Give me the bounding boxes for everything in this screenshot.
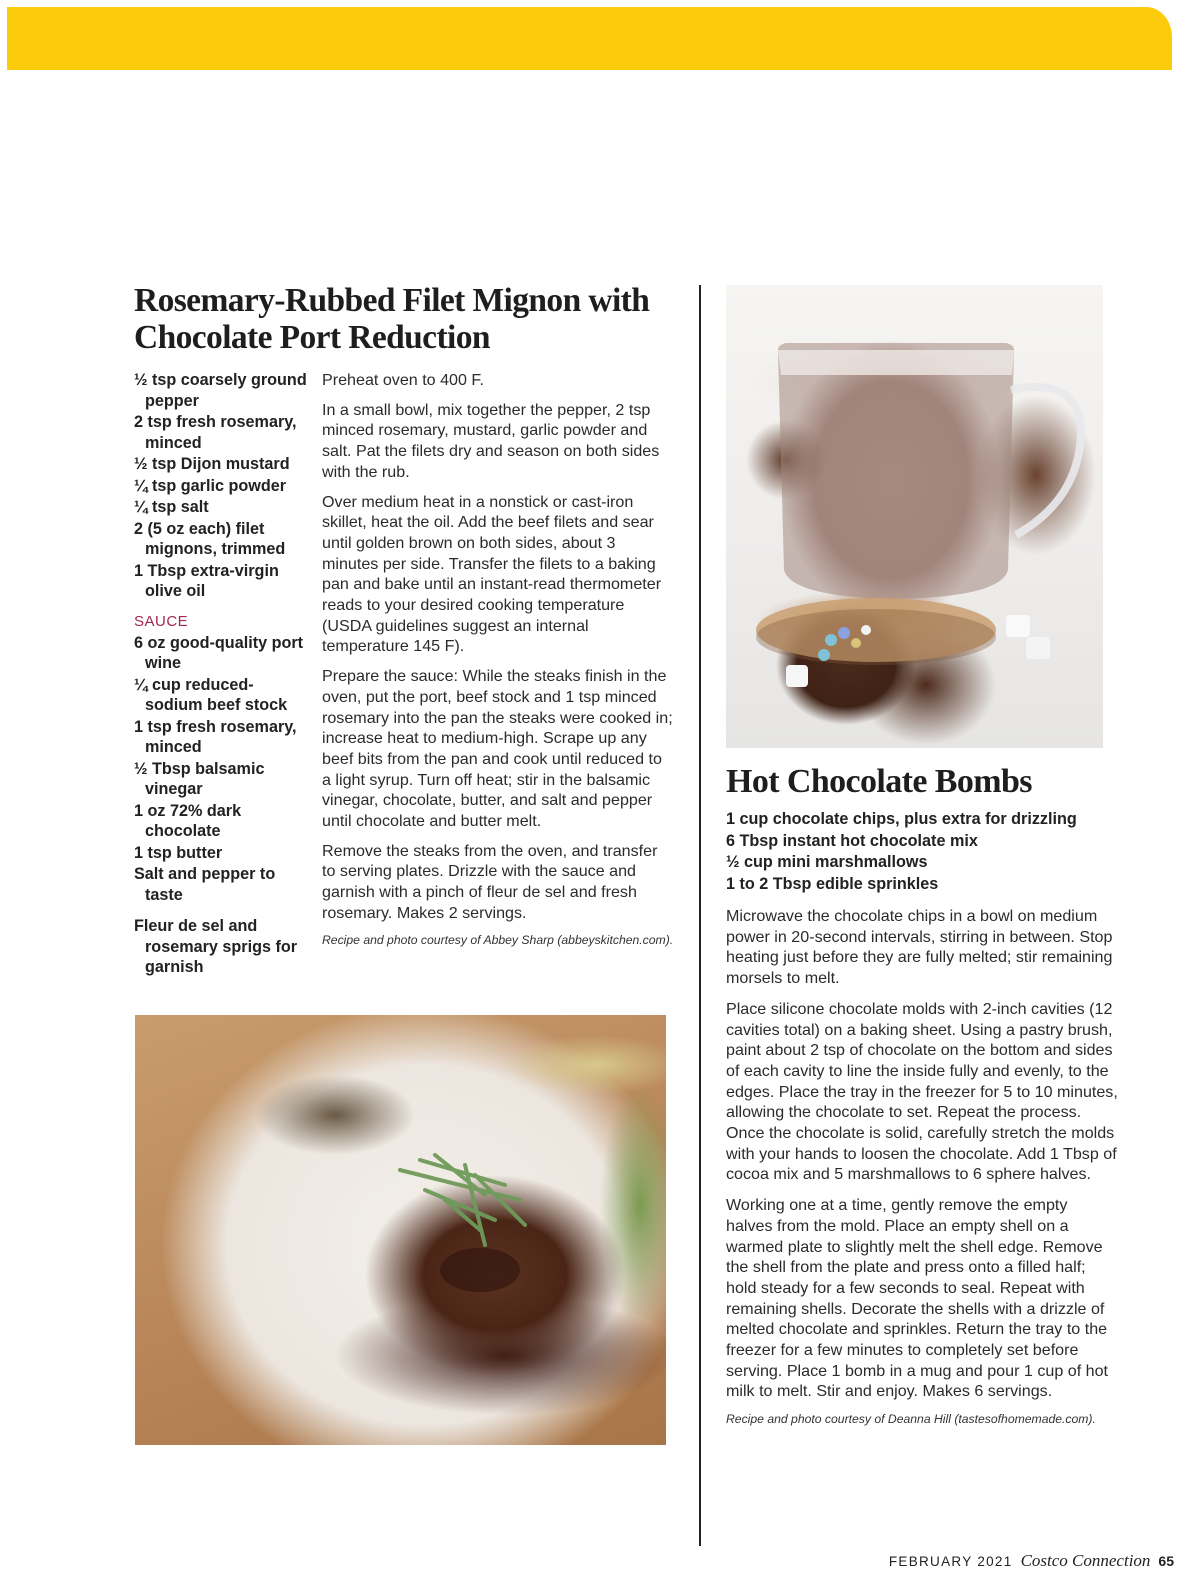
method-step: Place silicone chocolate molds with 2-inch cavities (12 cavities total) on a baking sheet. Using a pastry brush, paint about 2 tsp of chocolate on the bottom and sides of each cavity to line the inside fully and evenly, to the edges. Place the tray in the freezer for 5 to 10 minutes, allowing the chocolate to set. Repeat the process. Once the chocolate is solid, carefully stretch the molds with your hands to loosen the chocolate. Add 1 Tbsp of cocoa mix and 5 marshmallows to 6 sphere halves. bbox=[726, 999, 1118, 1184]
rosemary-garnish-icon bbox=[135, 1015, 666, 1445]
ingredient-item: 2 (5 oz each) filet mignons, trimmed bbox=[134, 519, 286, 558]
ingredient-item: 2 tsp fresh rosemary, minced bbox=[134, 413, 297, 452]
ingredient-item: ¼ tsp salt bbox=[134, 498, 209, 516]
sauce-ingredient-item: 6 oz good-quality port wine bbox=[134, 633, 304, 672]
sauce-ingredient-item: 1 tsp fresh rosemary, minced bbox=[134, 717, 297, 756]
recipe-credit-filet: Recipe and photo courtesy of Abbey Sharp (abbeyskitchen.com). bbox=[322, 932, 674, 947]
sauce-ingredient-item: ¼ cup reduced-sodium beef stock bbox=[134, 675, 288, 714]
sauce-section-label: SAUCE bbox=[134, 612, 189, 630]
recipe-title-filet-mignon: Rosemary-Rubbed Filet Mignon with Chocolate Port Reduction bbox=[134, 282, 650, 356]
hot-chocolate-photo bbox=[726, 285, 1103, 748]
ingredient-item: 1 Tbsp extra-virgin olive oil bbox=[134, 561, 279, 600]
page-footer bbox=[889, 1551, 1174, 1571]
method-filet bbox=[322, 370, 674, 957]
method-step: Prepare the sauce: While the steaks finish in the oven, put the port, beef stock and 1 tsp minced rosemary into the pan the steaks were cooked in; increase heat to medium-high. Scrape up any beef bits from the pan and cook until reduced to a light syrup. Turn off heat; stir in the balsamic vinegar, chocolate, butter, and salt and pepper until chocolate and butter melt. bbox=[322, 667, 673, 831]
header-color-band bbox=[7, 7, 1172, 70]
ingredient-item: ½ cup mini marshmallows bbox=[726, 853, 928, 871]
ingredient-item: 1 to 2 Tbsp edible sprinkles bbox=[726, 874, 939, 893]
garnish-item: Fleur de sel and rosemary sprigs for garnish bbox=[134, 917, 298, 976]
ingredient-item: 6 Tbsp instant hot chocolate mix bbox=[726, 831, 978, 850]
method-step: Remove the steaks from the oven, and transfer to serving plates. Drizzle with the sauce and garnish with a pinch of fleur de sel and fresh rosemary. Makes 2 servings. bbox=[322, 841, 658, 922]
mug-illustration-icon bbox=[726, 285, 1103, 748]
ingredient-list-filet bbox=[134, 370, 309, 979]
page-number: 65 bbox=[1158, 1553, 1174, 1569]
ingredient-item: ½ tsp Dijon mustard bbox=[134, 455, 290, 473]
method-step: Microwave the chocolate chips in a bowl on medium power in 20-second intervals, stirring in between. Stop heating just before they are fully melted; stir remaining morsels to melt. bbox=[726, 907, 1113, 988]
magazine-name: Costco Connection bbox=[1020, 1551, 1151, 1570]
sauce-ingredient-item: 1 tsp butter bbox=[134, 843, 223, 862]
issue-date: FEBRUARY 2021 bbox=[888, 1554, 1013, 1569]
recipe-credit-bombs: Recipe and photo courtesy of Deanna Hill (tastesofhomemade.com). bbox=[726, 1412, 1096, 1427]
sauce-ingredient-item: ½ Tbsp balsamic vinegar bbox=[134, 759, 265, 798]
method-bombs bbox=[726, 906, 1118, 1438]
method-step: Preheat oven to 400 F. bbox=[322, 371, 484, 389]
filet-mignon-photo bbox=[135, 1015, 666, 1445]
ingredient-item: ¼ tsp garlic powder bbox=[134, 476, 287, 495]
method-step: Over medium heat in a nonstick or cast-iron skillet, heat the oil. Add the beef filets and sear until golden brown on both sides, about 3 minutes per side. Transfer the filets to a baking pan and bake until an instant-read thermometer reads to your desired cooking temperature (USDA guidelines suggest an internal temperature 145 F). bbox=[322, 492, 662, 656]
method-step: Working one at a time, gently remove the empty halves from the mold. Place an empty shell on a warmed plate to slightly melt the shell edge. Remove the shell from the plate and press onto a filled half; hold steady for a few seconds to seal. Repeat with remaining shells. Decorate the shells with a drizzle of melted chocolate and sprinkles. Return the tray to the freezer for a few minutes to completely set before serving. Place 1 bomb in a mug and pour 1 cup of hot milk to melt. Stir and enjoy. Makes 6 servings. bbox=[726, 1196, 1109, 1401]
column-divider bbox=[699, 285, 701, 1546]
sauce-ingredient-item: 1 oz 72% dark chocolate bbox=[134, 801, 242, 840]
method-step: In a small bowl, mix together the pepper, 2 tsp minced rosemary, mustard, garlic powder and salt. Pat the filets dry and season on both sides with the rub. bbox=[322, 400, 660, 481]
ingredient-list-bombs bbox=[726, 809, 1146, 895]
recipe-title-hot-chocolate-bombs: Hot Chocolate Bombs bbox=[726, 763, 1032, 800]
ingredient-item: ½ tsp coarsely ground pepper bbox=[134, 371, 307, 410]
sauce-ingredient-item: Salt and pepper to taste bbox=[134, 865, 276, 904]
ingredient-item: 1 cup chocolate chips, plus extra for drizzling bbox=[726, 810, 1077, 828]
